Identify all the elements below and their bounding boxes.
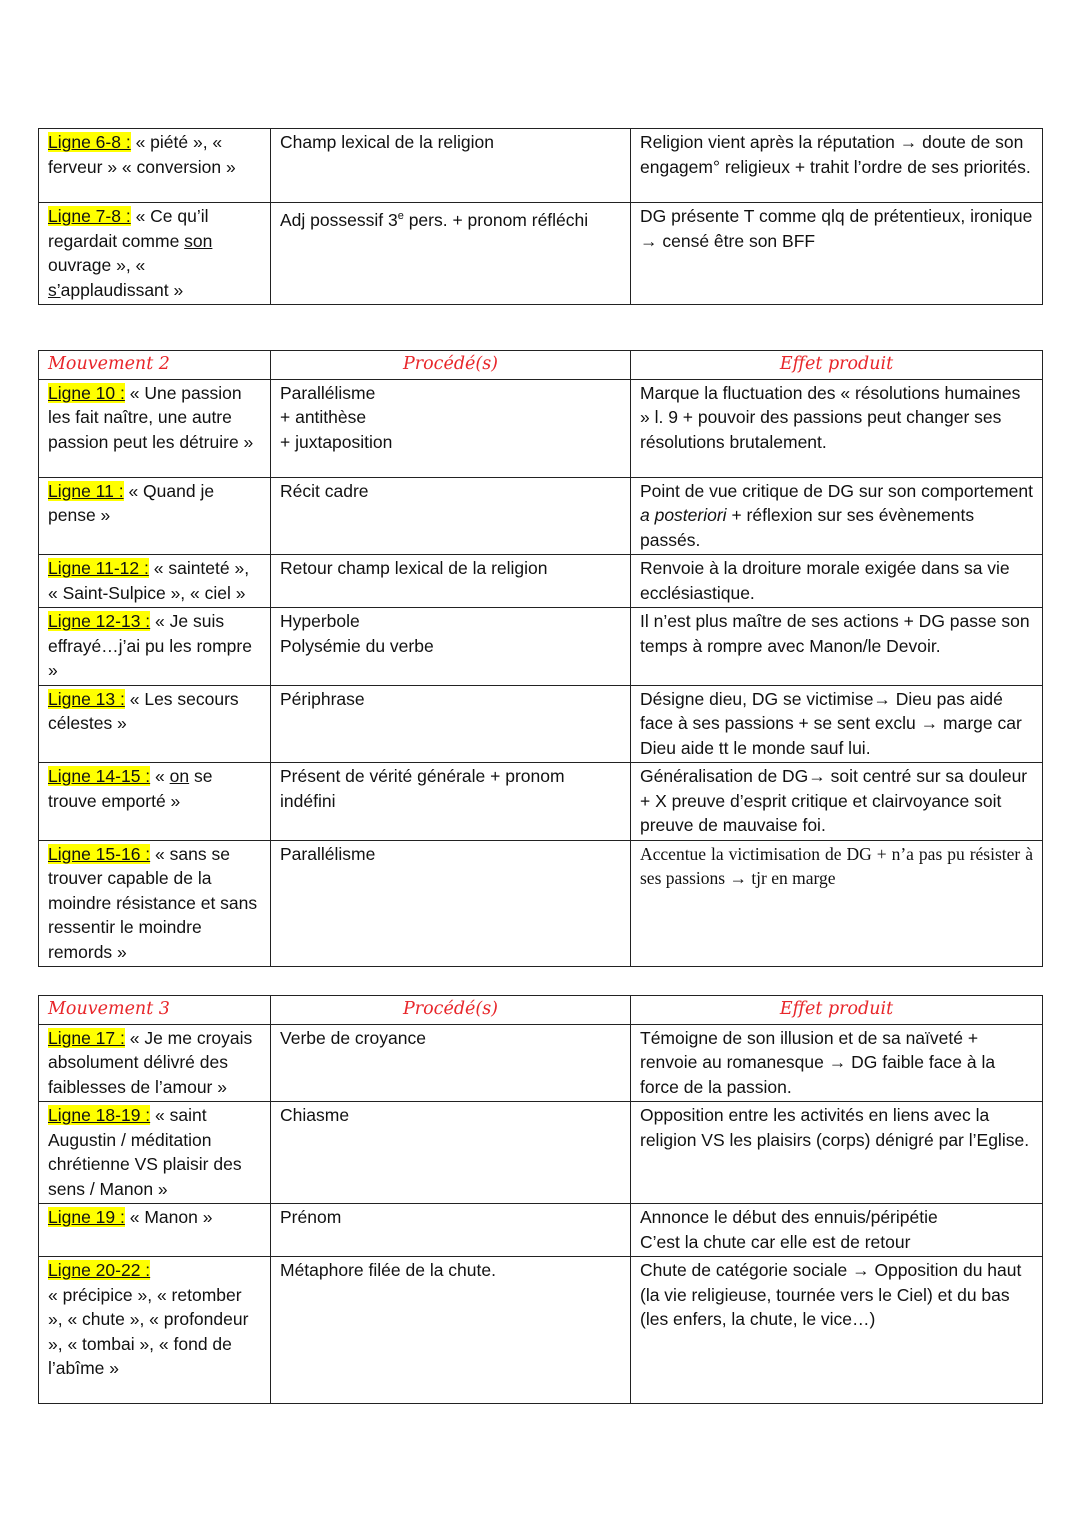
procede-cell: Verbe de croyance	[271, 1024, 631, 1102]
procede-line: Hyperbole	[280, 611, 360, 631]
table-row	[39, 477, 1043, 555]
line-ref-cell	[39, 1204, 271, 1257]
line-ref-cell	[39, 763, 271, 841]
procede-cell: Prénom	[271, 1204, 631, 1257]
line-ref-cell	[39, 1257, 271, 1404]
table-row	[39, 555, 1043, 608]
quote-part: ouvrage », «	[48, 255, 146, 275]
header-row	[39, 996, 1043, 1025]
quote: « Quand je pense »	[48, 480, 215, 525]
effet-cell: Témoigne de son illusion et de sa naïveté + renvoie au romanesque → DG faible face à la force de la passion.	[631, 1024, 1043, 1102]
line-ref: Ligne 15-16 :	[48, 843, 151, 864]
quote: « Manon »	[124, 1207, 213, 1227]
effet-cell: DG présente T comme qlq de prétentieux, ironique → censé être son BFF	[631, 203, 1043, 305]
quote-underlined: s’	[48, 279, 61, 300]
effet-cell	[631, 477, 1043, 555]
effet-cell: Généralisation de DG→ soit centré sur sa douleur + X preuve d’esprit critique et clairvoyance soit preuve de mauvaise foi.	[631, 763, 1043, 841]
quote: « sans se trouver capable de la moindre résistance et sans ressentir le moindre remords »	[48, 843, 258, 962]
line-ref-cell	[39, 203, 271, 305]
effet-text: + réflexion sur ses évènements passés.	[640, 505, 975, 550]
procede-line: + antithèse	[280, 407, 367, 427]
line-ref-cell	[39, 477, 271, 555]
line-ref: Ligne 17 :	[48, 1027, 125, 1048]
line-ref: Ligne 10 :	[48, 382, 125, 403]
mouvement-title: Mouvement 2	[39, 351, 271, 380]
table-row	[39, 1204, 1043, 1257]
line-ref: Ligne 13 :	[48, 688, 125, 709]
quote: « piété », « ferveur » « conversion »	[48, 132, 236, 177]
effet-cell: Opposition entre les activités en liens avec la religion VS les plaisirs (corps) dénigré par l’Eglise.	[631, 1102, 1043, 1204]
procede-cell	[271, 379, 631, 477]
quote: « Je me croyais absolument délivré des faiblesses de l’amour »	[48, 1027, 253, 1097]
effet-cell: Renvoie à la droiture morale exigée dans sa vie ecclésiastique.	[631, 555, 1043, 608]
analysis-table-2	[38, 350, 1043, 967]
line-ref: Ligne 14-15 :	[48, 766, 151, 786]
line-ref: Ligne 11-12 :	[48, 558, 149, 578]
effet-header: Effet produit	[631, 351, 1043, 380]
line-ref: Ligne 20-22 :	[48, 1260, 151, 1280]
line-ref: Ligne 6-8 :	[48, 132, 131, 152]
procede-cell: Présent de vérité générale + pronom indéfini	[271, 763, 631, 841]
effet-cell: Désigne dieu, DG se victimise→ Dieu pas aidé face à ses passions + se sent exclu → marge car Dieu aide tt le monde sauf lui.	[631, 685, 1043, 763]
effet-cell: Religion vient après la réputation → doute de son engagem° religieux + trahit l’ordre de ses priorités.	[631, 129, 1043, 203]
table-row	[39, 608, 1043, 686]
procede-line: + juxtaposition	[280, 431, 393, 452]
quote-part: applaudissant »	[60, 279, 184, 300]
effet-text: Point de vue critique de DG sur son comportement	[640, 480, 1033, 501]
procede-line: Polysémie du verbe	[280, 635, 434, 656]
procede-cell: Chiasme	[271, 1102, 631, 1204]
quote: « sainteté », « Saint-Sulpice », « ciel »	[48, 558, 250, 603]
quote: « Les secours célestes »	[48, 688, 239, 733]
line-ref: Ligne 7-8 :	[48, 206, 131, 226]
quote-underlined: son	[184, 230, 213, 251]
procede-cell: Parallélisme	[271, 840, 631, 967]
quote-part: se trouve emporté »	[48, 766, 213, 811]
procede-cell	[271, 203, 631, 305]
line-ref-cell	[39, 129, 271, 203]
line-ref-cell	[39, 1024, 271, 1102]
table-row	[39, 1024, 1043, 1102]
table-row	[39, 379, 1043, 477]
line-ref: Ligne 19 :	[48, 1207, 125, 1227]
quote: « Je suis effrayé…j’ai pu les rompre »	[48, 611, 252, 680]
line-ref-cell	[39, 555, 271, 608]
effet-header: Effet produit	[631, 996, 1043, 1025]
analysis-table-3	[38, 995, 1043, 1404]
table-row	[39, 1257, 1043, 1404]
procede-cell	[271, 608, 631, 686]
line-ref: Ligne 11 :	[48, 480, 124, 501]
effet-cell: Marque la fluctuation des « résolutions humaines » l. 9 + pouvoir des passions peut changer ses résolutions brutalement.	[631, 379, 1043, 477]
header-row	[39, 351, 1043, 380]
effet-cell: Chute de catégorie sociale → Opposition du haut (la vie religieuse, tournée vers le Ciel) et du bas (les enfers, la chute, le vice…)	[631, 1257, 1043, 1404]
table-row	[39, 1102, 1043, 1204]
procede-text: Adj possessif 3	[280, 209, 398, 230]
analysis-table-1	[38, 128, 1043, 305]
effet-cell	[631, 1204, 1043, 1257]
line-ref-cell	[39, 1102, 271, 1204]
quote-underlined: on	[169, 766, 190, 786]
line-ref-cell	[39, 608, 271, 686]
quote: « précipice », « retomber », « chute », « profondeur », « tombai », « fond de l’abîme »	[48, 1284, 249, 1378]
effet-italic: a posteriori	[640, 505, 727, 525]
quote: « saint Augustin / méditation chrétienne VS plaisir des sens / Manon »	[48, 1105, 242, 1199]
line-ref-cell	[39, 685, 271, 763]
effet-line: C’est la chute car elle est de retour	[640, 1231, 911, 1252]
quote: « Une passion les fait naître, une autre passion peut les détruire »	[48, 382, 254, 452]
quote-part: «	[150, 766, 170, 786]
effet-cell: Accentue la victimisation de DG + n’a pas pu résister à ses passions → tjr en marge	[631, 840, 1043, 967]
table-row	[39, 203, 1043, 305]
procede-cell: Périphrase	[271, 685, 631, 763]
procede-header: Procédé(s)	[271, 996, 631, 1025]
table-row	[39, 840, 1043, 967]
table-row	[39, 129, 1043, 203]
line-ref: Ligne 12-13 :	[48, 611, 151, 631]
procede-cell: Récit cadre	[271, 477, 631, 555]
quote-part: « Ce qu’il regardait comme	[48, 206, 209, 251]
table-row	[39, 763, 1043, 841]
procede-cell: Retour champ lexical de la religion	[271, 555, 631, 608]
procede-header: Procédé(s)	[271, 351, 631, 380]
effet-line: Annonce le début des ennuis/péripétie	[640, 1207, 938, 1227]
procede-line: Parallélisme	[280, 382, 376, 403]
line-ref: Ligne 18-19 :	[48, 1105, 151, 1125]
procede-text: pers. + pronom réfléchi	[403, 209, 589, 230]
line-ref-cell	[39, 840, 271, 967]
superscript: e	[397, 210, 404, 222]
line-ref-cell	[39, 379, 271, 477]
table-row	[39, 685, 1043, 763]
procede-cell: Métaphore filée de la chute.	[271, 1257, 631, 1404]
mouvement-title: Mouvement 3	[39, 996, 271, 1025]
effet-cell: Il n’est plus maître de ses actions + DG passe son temps à rompre avec Manon/le Devoir.	[631, 608, 1043, 686]
procede-cell: Champ lexical de la religion	[271, 129, 631, 203]
